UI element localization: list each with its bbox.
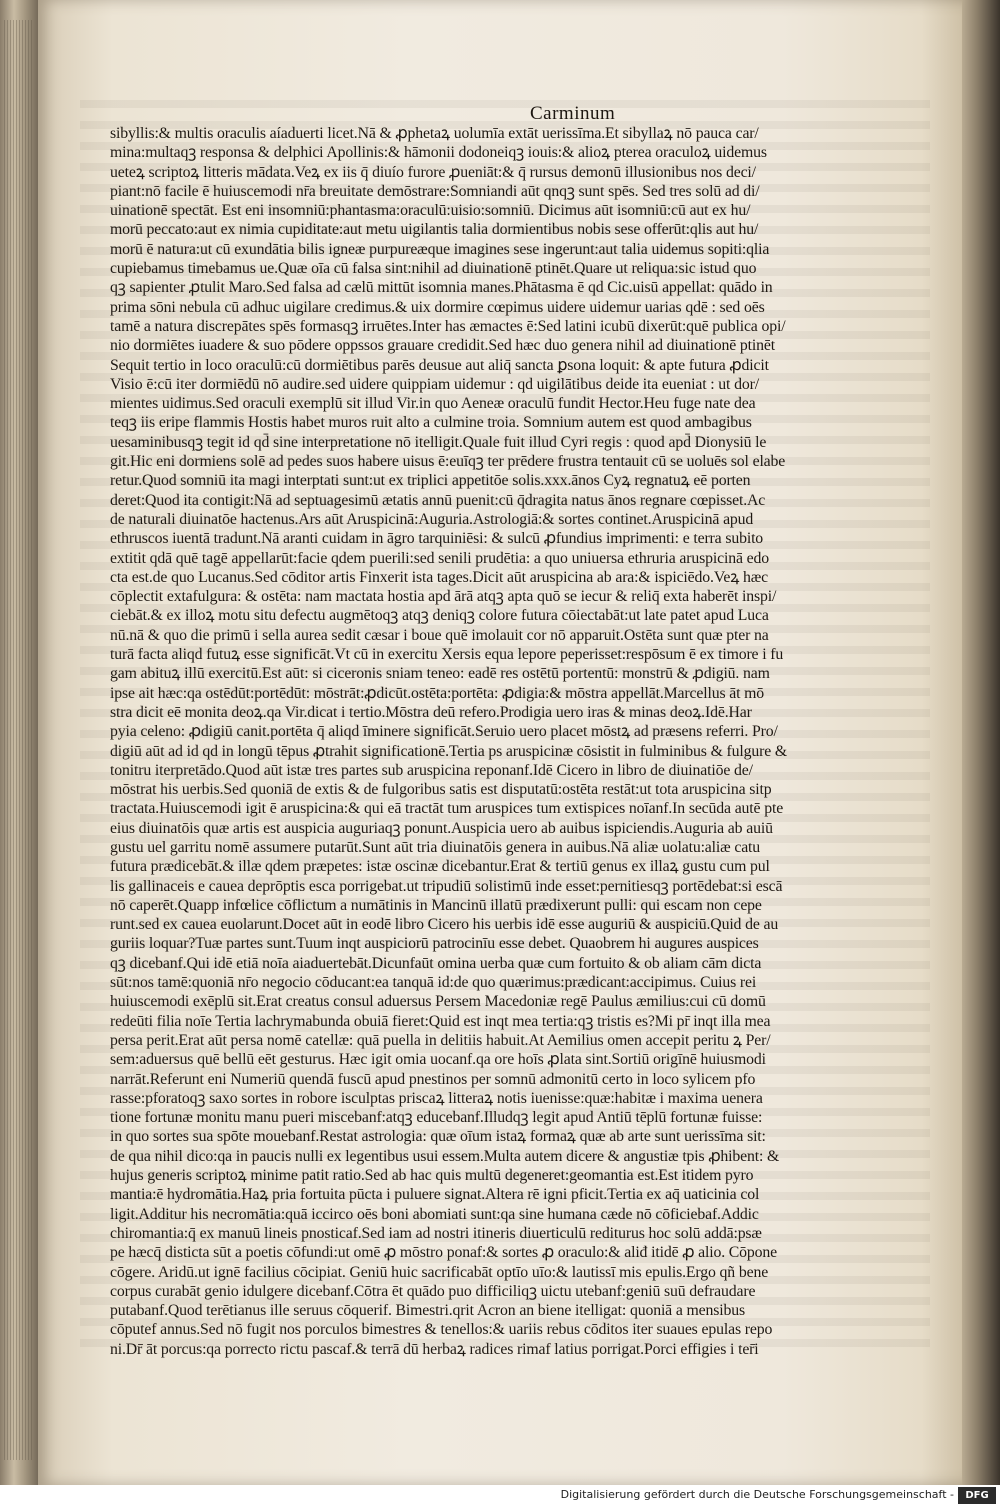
text-line: gustu uel garritu nomē assumere putarūt.Sunt aūt tria diuinatōis genera in auibus.Nā aliæ uolatu:aliæ catu — [110, 838, 761, 856]
text-line: rasse:pforatoqꝫ saxo sortes in robore isculptas priscaꝝ litteraꝝ notis iuenisse:quæ:habitæ i maxima uenera — [110, 1089, 763, 1107]
text-line: tonitru iterpretādo.Quod aūt istæ tres partes sub aruspicina reponanf.Idē Cicero in libro de diuinatiōe de/ — [110, 761, 753, 779]
text-line: nō caperēt.Quapp infœlice cōflictum a numātinis in Mancinū illatū prædixerunt pulli: qui escam non cepe — [110, 896, 762, 914]
text-line: digiū aūt ad id qd in longū tēpus ꝓtrahit significationē.Tertia ps aruspicinæ cōsistit in fulminibus & fulgure & — [110, 742, 788, 760]
body-text — [110, 124, 948, 1358]
text-line: cōplectit extafulgura: & ostēta: nam mactata hostia apd ārā atqꝫ apta quō se iecur & reliq̄ exta haberēt inspi/ — [110, 588, 777, 606]
text-line: cupiebamus timebamus ue.Quæ oīa cū falsa sint:nihil ad diuinationē ptinēt.Quare ut reliqua:sic istud quo — [110, 260, 757, 278]
text-line: cōputef annus.Sed nō fugit nos porculos bimestres & tenellos:& uariis rebus cōditos iter suaues epulas repo — [110, 1321, 773, 1339]
text-line: corpus curabāt genio idulgere dicebanf.Cōtra ēt quādo puo difficiliqꝫ uictu utebanf:geniū suū defraudare — [110, 1282, 756, 1300]
text-line: runt.sed ex cauea euolarunt.Docet aūt in eodē libro Cicero his uerbis idē esse auguriū & auspiciū.Quid de au — [110, 916, 779, 934]
book-fore-edge — [0, 0, 40, 1485]
text-line: de qua nihil dico:qa in paucis nulli ex legentibus usui essem.Multa autem dicere & angustiæ tpis ꝓhibent: & — [110, 1147, 780, 1165]
text-line: persa perit.Erat aūt persa nomē catellæ: quā puella in delitiis habuit.At Aemilius omen accepit peritu ꝝ Per/ — [110, 1031, 771, 1049]
text-line: eius diuinatōis quæ artis est auspicia auguriaqꝫ ponunt.Auspicia uero ab auibus ispiciendis.Auguria ab auiū — [110, 819, 773, 837]
text-line: ciebāt.& ex illoꝝ motu situ defectu augmētoqꝫ atqꝫ deniqꝫ colore futura cōiectabāt:ut late patet apud Luca — [110, 607, 769, 625]
text-line: pe hæcq̄ disticta sūt a poetis cōfundi:ut omē ꝓ mōstro ponaf:& sortes ꝓ oraculo:& aliđ itidē ꝓ alio. Cōpone — [110, 1244, 778, 1262]
text-line: ipse ait hæc:qa ostēdūt:portēdūt: mōstrāt:ꝓdicūt.ostēta:portēta: ꝓdigia:& mōstra appellāt.Marcellus āt mō — [110, 684, 765, 702]
footer-credit: Digitalisierung gefördert durch die Deutsche Forschungsgemeinschaft - — [560, 1488, 954, 1501]
text-line: git.Hic eni dormiens solē ad pedes suos habere uisus ē:euīqꝫ ter prēdere frustra tentauit cū se uoluēs sol elabe — [110, 453, 786, 471]
text-line: cōgere. Aridū.ut ignē facilius cōcipiat. Geniū huic sacrificabāt optīo uīo:& lautissī mis epulis.Ergo qñ bene — [110, 1263, 769, 1281]
text-line: tractata.Huiuscemodi igit ē aruspicina:& qui eā tractāt tum aruspices tum extispices noīanf.In secūda autē pte — [110, 800, 784, 818]
text-line: retur.Quod somniū ita magi interptati sunt:ut ex triplici appetitōe solis.xxx.ānos Cyꝝ regnatuꝝ eē porten — [110, 472, 751, 490]
text-line: pyia celeno: ꝓdigiū canit.portēta q̄ aliqd īminere significāt.Seruio uero placet mōstꝝ ad præsens referri. Pro/ — [110, 723, 778, 741]
text-line: mientes uidimus.Sed oraculi exemplū sit illud Vir.in quo Aeneæ oraculū fundit Hector.Heu fuge nate dea — [110, 395, 756, 413]
text-line: piant:nō facile ē huiuscemodi nr̄a breuitate demōstrare:Somniandi aūt qnqꝫ sunt spēs. Sed tres solū ad di/ — [110, 182, 760, 200]
text-line: sūt:nos tamē:quoniā nr̄o negocio cōducant:ea tanquā id:de quo quærimus:prædicant:accipimus. Cuius rei — [110, 974, 757, 992]
text-line: guriis loquar?Tuæ partes sunt.Tuum inqt auspiciorū patrocinīu esse debet. Quaobrem hi augures auspices — [110, 935, 759, 953]
page-stack-lines — [4, 20, 34, 1460]
text-line: sibyllis:& multis oraculis aíaduerti licet.Nā & ꝓphetaꝝ uolumīa extāt uerissīma.Et sibyllaꝝ nō pauca car/ — [110, 125, 759, 142]
text-line: putabanf.Quod terētianus ille seruus cōquerif. Bimestri.qrit Acron an biene itelligat: quoniā a mensibus — [110, 1302, 745, 1320]
book-gutter-shadow — [962, 0, 1000, 1485]
text-line: sem:aduersus quē bellū eēt gesturus. Hæc igit omia uocanf.qa ore hoīs ꝓlata sint.Sortiū origīnē huiusmodi — [110, 1051, 766, 1069]
text-line: turā facta aliqd futuꝝ esse significāt.Vt cū in exercitu Xersis equa lepore peperisset:respōsum ē ex timore i fu — [110, 646, 784, 664]
text-line: extitit qdā quē tagē appellarūt:facie qdem puerili:sed senili prudētia: a quo uniuersa ethruria aruspicinā edo — [110, 549, 770, 567]
running-header: Carminum — [530, 103, 616, 124]
text-line: mōstrat his uerbis.Sed quoniā de extis & de fulgoribus satis est disputatū:ostēta restāt:ut tota aruspicina sitp — [110, 781, 772, 799]
text-line: uesaminibusqꝫ tegit id qd̄ sine interpretatione nō itelligit.Quale fuit illud Cyri regis : quod apd̄ Dionysiū le — [110, 433, 767, 451]
text-line: de naturali diuinatōe hactenus.Ars aūt Aruspicinā:Auguria.Astrologiā:& sortes continet.Aruspicinā apud — [110, 510, 754, 528]
text-line: mina:multaqꝫ responsa & delphici Apollinis:& hāmonii dodoneiqꝫ iouis:& alioꝝ pterea oraculoꝝ uidemus — [110, 144, 767, 162]
text-line: huiuscemodi exēplū sit.Erat creatus consul aduersus Persem Macedoniæ regē Paulus æmilius:cui cū domū — [110, 993, 766, 1011]
text-line: ueteꝝ scriptoꝝ litteris mādata.Veꝝ ex iis q̄ diuío furore ꝓueniāt:& q̄ rursus demonū illusionibus nos deci/ — [110, 163, 756, 181]
text-line: in quo sortes sua spōte mouebanf.Restat astrologia: quæ oīum istaꝝ formaꝝ quæ ab arte sunt uerissīma sit: — [110, 1128, 766, 1146]
text-line: ni.Dr̄ āt porcus:qa porrecto rictu pascaf.& terrā dū herbaꝝ radices rimaf latius porrigat.Porci effigies i ter̄i — [110, 1340, 759, 1358]
text-line: nio dormiētes iuadere & suo pōdere oppssos grauare credidit.Sed hæc duo genera nihil ad diuinationē ptinēt — [110, 337, 775, 355]
dfg-logo: DFG — [958, 1487, 996, 1504]
text-line: chiromantia:q̄ ex manuū lineis pnosticaf.Sed iam ad nostri itineris diuerticulū rediturus hoc solū addā:psæ — [110, 1224, 762, 1242]
text-line: tione fortunæ monitu manu pueri miscebanf:atqꝫ educebanf.Illudqꝫ legit apud Antiū tēplū fortunæ fuisse: — [110, 1109, 763, 1127]
text-line: ethruscos iuentā tradunt.Nā aranti cuidam in āgro tarquiniēsi: & sulcū ꝓfundius imprimenti: e terra subito — [110, 530, 764, 548]
text-line: tamē a natura discrepātes spēs formasqꝫ irruētes.Inter has æmactes ē:Sed latini icubū dixerūt:quē publica opi/ — [110, 317, 786, 335]
text-line: redeūti filia noīe Tertia lachrymabunda obuiā fieret:Quid est inqt mea tertia:qꝫ tristis es?Mi pr̄ inqt illa mea — [110, 1012, 771, 1030]
text-line: ligit.Additur his necromātia:quā iccirco oēs boni abomiati sunt:qa sine humana cæde nō cōficiebaf.Addic — [110, 1205, 759, 1223]
text-line: narrāt.Referunt eni Numeriū quendā fuscū apud pnestinos per somnū admonitū certo in loco sylicem pfo — [110, 1070, 756, 1088]
text-line: nū.nā & quo die primū i sella aurea sedit cæsar i boue quē imolauit cor nō apparuit.Ostēta sunt quæ pter na — [110, 626, 769, 644]
text-line: gam abituꝝ illū exercitū.Est aūt: si ciceronis sniam teneo: eadē res ostētū portentū: monstrū & ꝓdigiū. nam — [110, 665, 770, 683]
text-line: teqꝫ iis eripe flammis Hostis habet muros ruit alto a culmine troia. Somnium autem est quod ambagibus — [110, 414, 752, 432]
text-line: morū peccato:aut ex nimia cupiditate:aut metu uigilantis talia dormientibus nobis sese offerūt:qlis aut hu/ — [110, 221, 759, 239]
text-line: prima sōni nebula cū adhuc uigilare credimus.& uix dormire cœpimus uidere uidemur uarias qdē : sed oēs — [110, 298, 765, 316]
text-line: morū ē natura:ut cū exundātia bilis igneæ purpureæque imagines sese ingerunt:aut talia uidemus sopiti:qlia — [110, 240, 770, 258]
footer-bar — [0, 1485, 1000, 1507]
text-line: Visio ē:cū iter dormiēdū nō audire.sed uidere quippiam uidemur : qd uigilātibus deide ita eueniat : ut dor/ — [110, 375, 759, 393]
text-line: deret:Quod ita contigit:Nā ad septuagesimū ætatis annū puenit:cū q̄dragita natus ānos regnare cœpisset.Ac — [110, 491, 766, 509]
text-line: cta est.de quo Lucanus.Sed cōditor artis Finxerit ista tages.Dicit aūt aruspicina ab ara:& ispiciēdo.Veꝝ hæc — [110, 568, 768, 586]
text-line: Sequit tertio in loco oraculū:cū dormiētibus parēs deusue aut aliq̄ sancta ꝑsona loquit: & apte futura ꝓdicit — [110, 356, 769, 374]
text-line: uinationē spectāt. Est eni insomniū:phantasma:oraculū:uisio:somniū. Dicimus aūt isomniū:cū aut ex hu/ — [110, 202, 751, 220]
text-line: qꝫ dicebanf.Qui idē etiā noīa aiaduertebāt.Dicunfaūt omina uerba quæ cum fortuito & ob aliam cām dicta — [110, 954, 762, 972]
text-line: stra dicit eē monita deoꝝ.qa Vir.dicat i tertio.Mōstra deū refero.Prodigia uero iras & minas deoꝝ.Idē.Har — [110, 703, 752, 721]
text-line: mantia:ē hydromātia.Haꝝ pria fortuita pūcta i puluere signat.Altera rē igni pficit.Tertia ex aq̄ uaticinia col — [110, 1186, 760, 1204]
text-line: hujus generis scriptoꝝ minime patit ratio.Sed ab hac quis multū degeneret:geomantia est.Est itidem pyro — [110, 1167, 754, 1185]
text-line: qꝫ sapienter ꝓtulit Maro.Sed falsa ad cælū mittūt isomnia manes.Phātasma ē qd Cic.uisū appellat: quādo in — [110, 279, 773, 297]
text-line: futura prædicebāt.& illæ qdem præpetes: istæ oscinæ dicebantur.Erat & tertiū genus ex illaꝝ gustu cum pul — [110, 858, 770, 876]
text-line: lis gallinaceis e cauea deprōptis esca porrigebat.ut tripudiū solistimū inde esset:pernitiesqꝫ portēdebat:si escā — [110, 877, 783, 895]
